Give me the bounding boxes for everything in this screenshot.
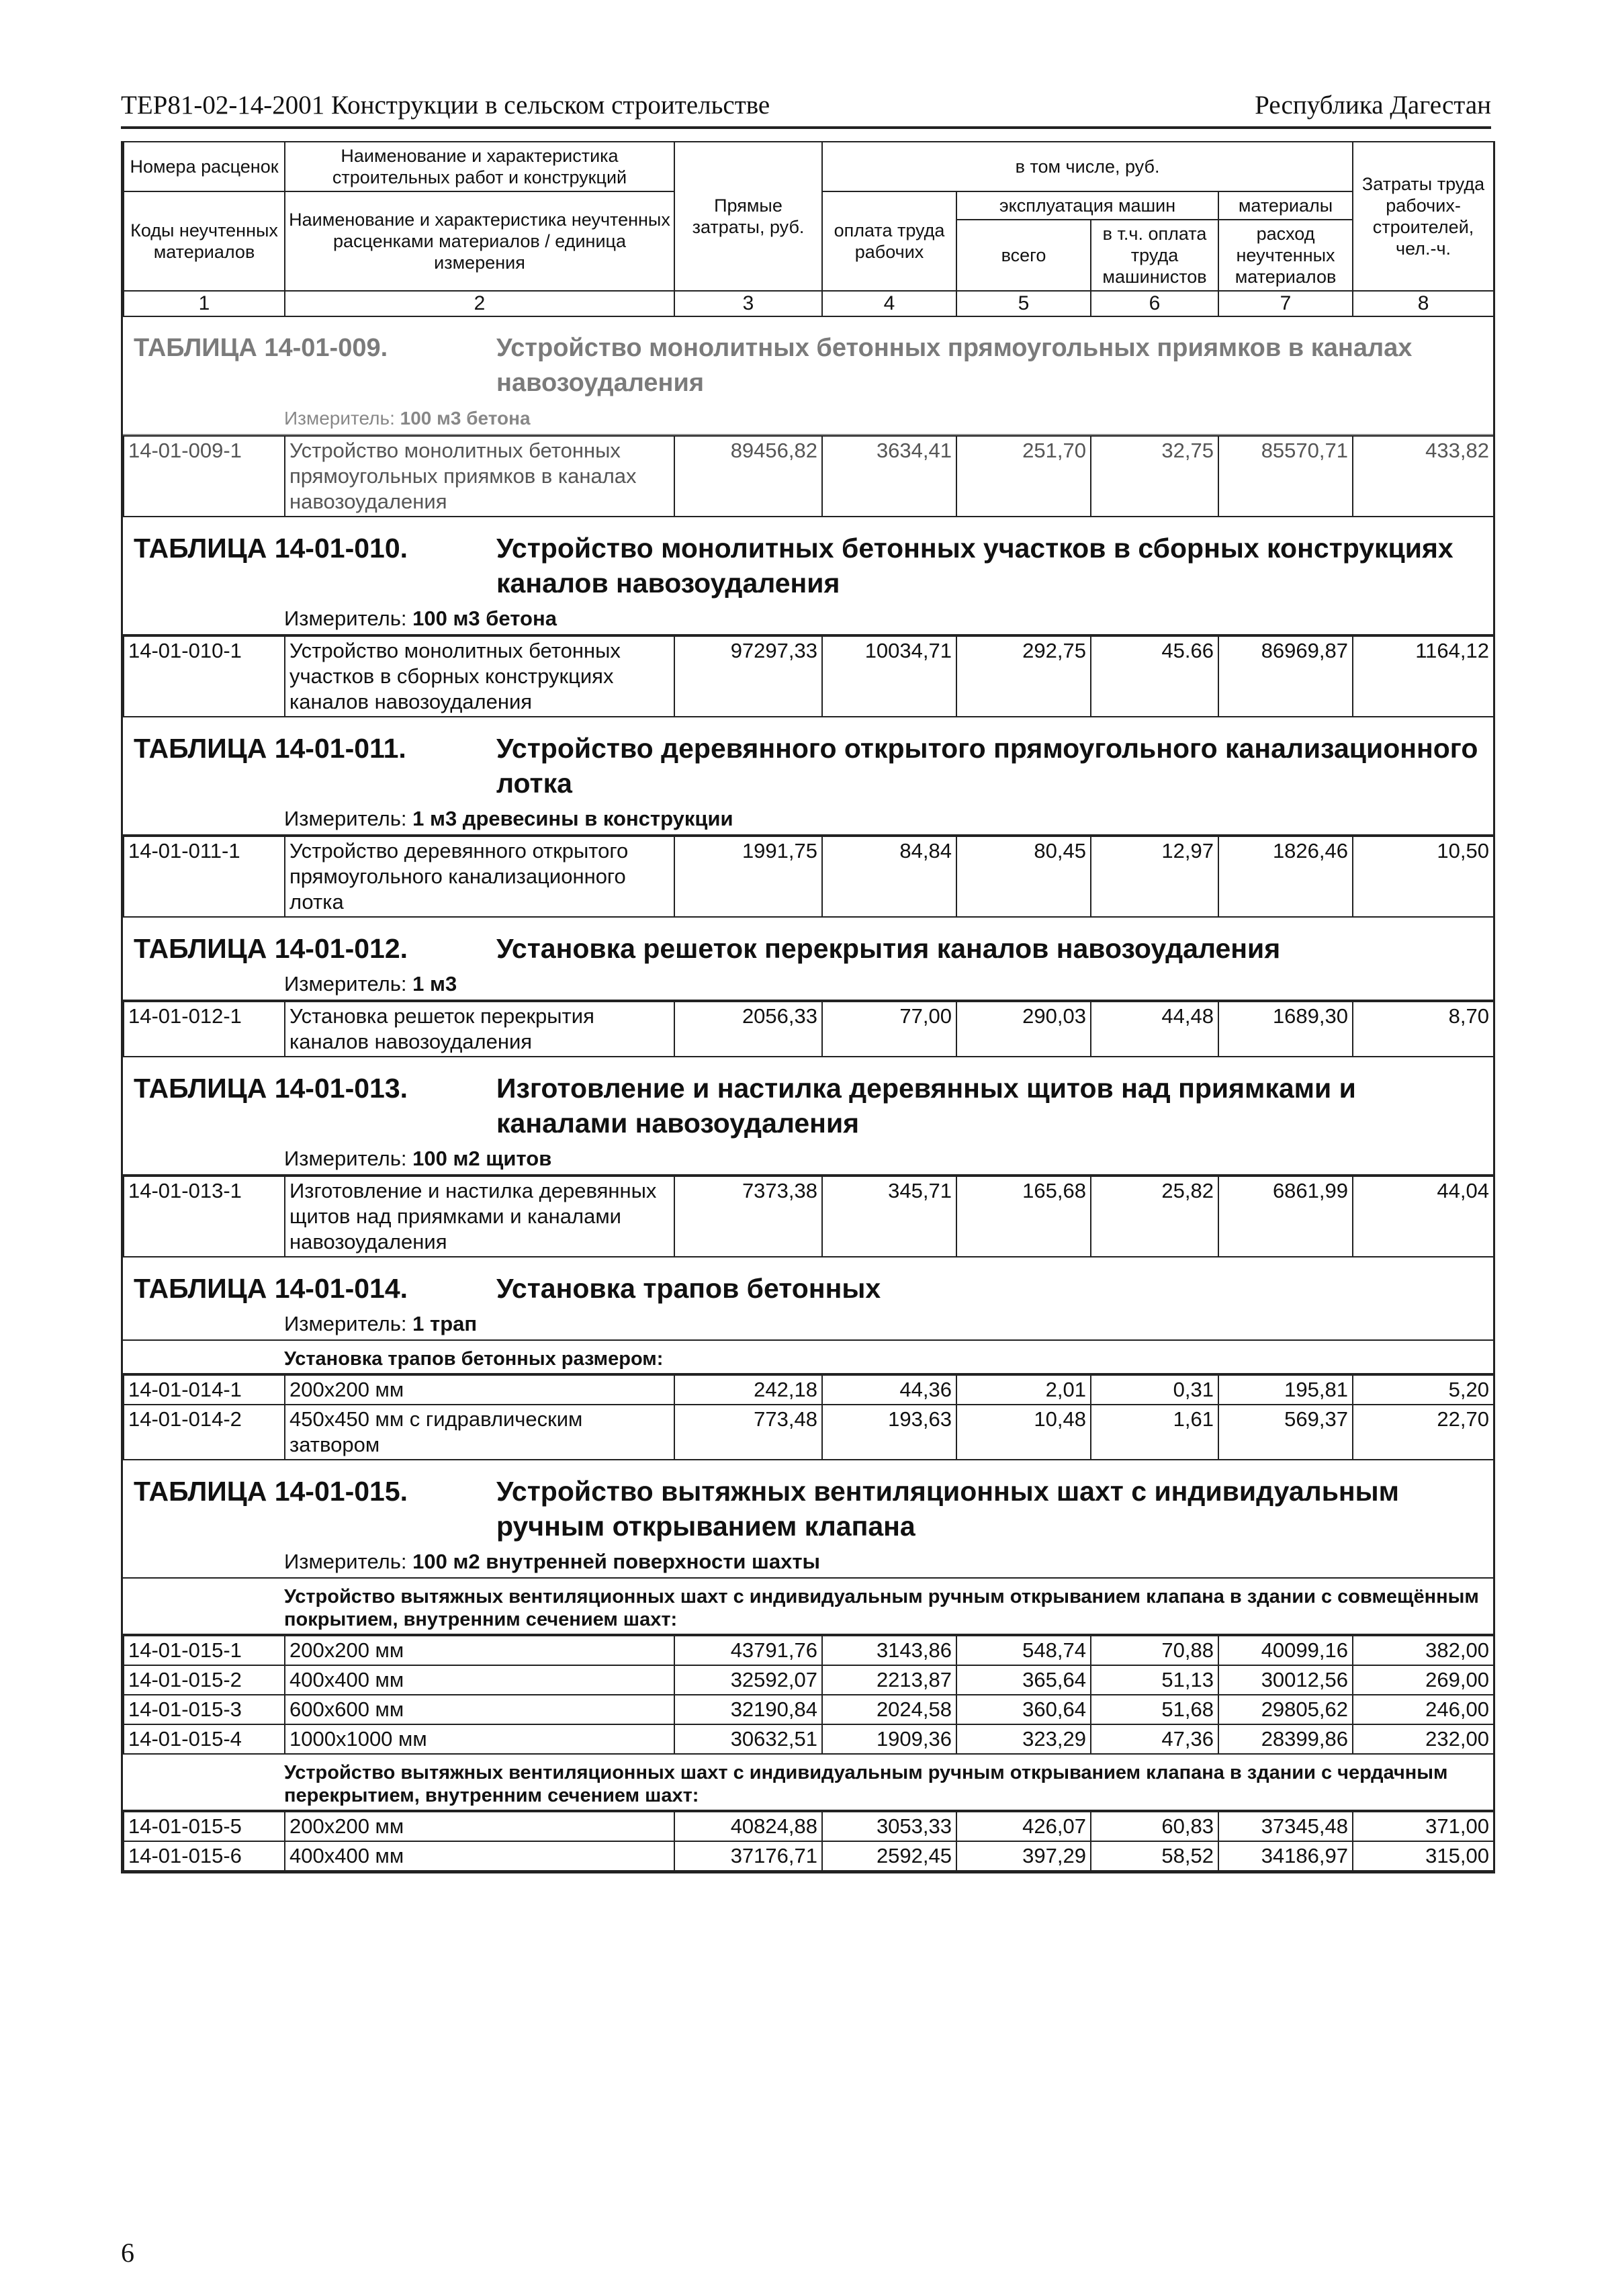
table-title: Устройство деревянного открытого прямоугольного канализационного лотка xyxy=(496,733,1478,799)
meter-value: 100 м2 внутренней поверхности шахты xyxy=(412,1550,821,1573)
machinist-pay: 32,75 xyxy=(1091,436,1218,517)
machine-costs: 10,48 xyxy=(956,1405,1091,1460)
labor-pay: 1909,36 xyxy=(822,1724,956,1754)
direct-costs: 7373,38 xyxy=(674,1176,822,1257)
labor-hours: 1164,12 xyxy=(1353,636,1494,717)
col-nomera-rascenok: Номера расценок xyxy=(124,142,285,191)
rate-row xyxy=(124,1695,1494,1724)
rate-rows xyxy=(123,836,1494,918)
rate-table-section xyxy=(123,717,1493,918)
rate-row xyxy=(124,1841,1494,1871)
region-name: Республика Дагестан xyxy=(1255,91,1491,120)
rate-name: Установка решеток перекрытия каналов навозоудаления xyxy=(285,1002,674,1057)
table-heading xyxy=(123,1057,1493,1143)
col-number: 4 xyxy=(822,291,956,316)
machine-costs: 80,45 xyxy=(956,836,1091,917)
rate-table-section xyxy=(123,517,1493,717)
materials-cost: 40099,16 xyxy=(1218,1636,1353,1665)
labor-hours: 315,00 xyxy=(1353,1841,1494,1871)
labor-pay: 3053,33 xyxy=(822,1812,956,1841)
col-oplata-truda: оплата труда рабочих xyxy=(822,191,956,291)
labor-pay: 2213,87 xyxy=(822,1665,956,1695)
rate-code: 14-01-015-6 xyxy=(124,1841,285,1871)
unit-of-measure xyxy=(123,1546,1493,1579)
rate-code: 14-01-014-2 xyxy=(124,1405,285,1460)
table-title: Устройство вытяжных вентиляционных шахт с индивидуальным ручным открыванием клапана xyxy=(496,1476,1400,1542)
machine-costs: 323,29 xyxy=(956,1724,1091,1754)
unit-of-measure xyxy=(123,1309,1493,1341)
unit-of-measure xyxy=(123,403,1493,435)
rate-tables xyxy=(123,317,1493,1871)
rate-code: 14-01-015-4 xyxy=(124,1724,285,1754)
group-subheading: Установка трапов бетонных размером: xyxy=(123,1341,1493,1374)
direct-costs: 2056,33 xyxy=(674,1002,822,1057)
materials-cost: 30012,56 xyxy=(1218,1665,1353,1695)
rate-table-section xyxy=(123,1257,1493,1460)
unit-of-measure xyxy=(123,803,1493,836)
rate-name: 400х400 мм xyxy=(285,1841,674,1871)
col-number: 6 xyxy=(1091,291,1218,316)
machine-costs: 251,70 xyxy=(956,436,1091,517)
col-number: 5 xyxy=(956,291,1091,316)
rate-name: 600х600 мм xyxy=(285,1695,674,1724)
labor-pay: 345,71 xyxy=(822,1176,956,1257)
rate-name: 200х200 мм xyxy=(285,1812,674,1841)
table-number: ТАБЛИЦА 14-01-011. xyxy=(134,733,406,764)
materials-cost: 37345,48 xyxy=(1218,1812,1353,1841)
rate-rows xyxy=(123,635,1494,717)
labor-hours: 5,20 xyxy=(1353,1375,1494,1405)
machine-costs: 360,64 xyxy=(956,1695,1091,1724)
meter-value: 1 трап xyxy=(412,1312,478,1335)
labor-hours: 22,70 xyxy=(1353,1405,1494,1460)
col-number: 7 xyxy=(1218,291,1353,316)
rate-row xyxy=(124,1002,1494,1057)
col-materialy: материалы xyxy=(1218,191,1353,220)
col-number: 1 xyxy=(124,291,285,316)
rate-code: 14-01-015-2 xyxy=(124,1665,285,1695)
machine-costs: 290,03 xyxy=(956,1002,1091,1057)
rate-table-section xyxy=(123,1057,1493,1257)
table-title: Изготовление и настилка деревянных щитов над приямками и каналами навозоудаления xyxy=(496,1073,1356,1139)
rate-name: Изготовление и настилка деревянных щитов над приямками и каналами навозоудаления xyxy=(285,1176,674,1257)
table-heading xyxy=(123,517,1493,603)
col-number: 2 xyxy=(285,291,674,316)
machine-costs: 365,64 xyxy=(956,1665,1091,1695)
table-heading xyxy=(123,1460,1493,1546)
col-ekspluatatsiya: эксплуатация машин xyxy=(956,191,1218,220)
group-subheading: Устройство вытяжных вентиляционных шахт с индивидуальным ручным открыванием клапана в здании с чердачным перекрытием, внутренним сечением шахт: xyxy=(123,1755,1493,1811)
col-naimenovanie: Наименование и характеристика строительных работ и конструкций xyxy=(285,142,674,191)
materials-cost: 86969,87 xyxy=(1218,636,1353,717)
rate-code: 14-01-011-1 xyxy=(124,836,285,917)
machinist-pay: 44,48 xyxy=(1091,1002,1218,1057)
table-number: ТАБЛИЦА 14-01-015. xyxy=(134,1476,408,1507)
direct-costs: 97297,33 xyxy=(674,636,822,717)
column-header-table xyxy=(123,141,1494,317)
rate-name: Устройство монолитных бетонных прямоугольных приямков в каналах навозоудаления xyxy=(285,436,674,517)
meter-label: Измеритель: xyxy=(284,807,407,830)
col-kody: Коды неучтенных материалов xyxy=(124,191,285,291)
meter-label: Измеритель: xyxy=(284,972,407,996)
machinist-pay: 70,88 xyxy=(1091,1636,1218,1665)
rate-name: Устройство монолитных бетонных участков в сборных конструкциях каналов навозоудаления xyxy=(285,636,674,717)
rates-document xyxy=(121,141,1495,1873)
table-heading xyxy=(123,918,1493,969)
table-heading xyxy=(123,717,1493,803)
rate-rows xyxy=(123,1811,1494,1871)
rate-code: 14-01-014-1 xyxy=(124,1375,285,1405)
meter-label: Измеритель: xyxy=(284,1312,407,1335)
rate-row xyxy=(124,436,1494,517)
direct-costs: 242,18 xyxy=(674,1375,822,1405)
rate-code: 14-01-012-1 xyxy=(124,1002,285,1057)
machine-costs: 426,07 xyxy=(956,1812,1091,1841)
meter-label: Измеритель: xyxy=(284,1550,407,1573)
col-number: 8 xyxy=(1353,291,1494,316)
labor-pay: 84,84 xyxy=(822,836,956,917)
rate-row xyxy=(124,836,1494,917)
rate-row xyxy=(124,1375,1494,1405)
machinist-pay: 25,82 xyxy=(1091,1176,1218,1257)
col-v-tom-chisle: в том числе, руб. xyxy=(822,142,1353,191)
rate-name: 1000х1000 мм xyxy=(285,1724,674,1754)
materials-cost: 34186,97 xyxy=(1218,1841,1353,1871)
meter-value: 100 м3 бетона xyxy=(412,607,557,630)
rate-row xyxy=(124,1176,1494,1257)
table-number: ТАБЛИЦА 14-01-014. xyxy=(134,1273,408,1304)
machine-costs: 548,74 xyxy=(956,1636,1091,1665)
table-title: Устройство монолитных бетонных участков в сборных конструкциях каналов навозоудаления xyxy=(496,533,1453,599)
meter-label: Измеритель: xyxy=(284,607,407,630)
rate-name: 400х400 мм xyxy=(285,1665,674,1695)
col-v-t-ch: в т.ч. оплата труда машинистов xyxy=(1091,220,1218,291)
labor-hours: 246,00 xyxy=(1353,1695,1494,1724)
labor-pay: 3143,86 xyxy=(822,1636,956,1665)
machine-costs: 2,01 xyxy=(956,1375,1091,1405)
direct-costs: 773,48 xyxy=(674,1405,822,1460)
table-title: Устройство монолитных бетонных прямоугольных приямков в каналах навозоудаления xyxy=(496,334,1413,397)
materials-cost: 6861,99 xyxy=(1218,1176,1353,1257)
col-vsego: всего xyxy=(956,220,1091,291)
rate-row xyxy=(124,636,1494,717)
table-title: Установка решеток перекрытия каналов навозоудаления xyxy=(496,933,1281,964)
meter-value: 1 м3 xyxy=(412,972,457,996)
col-number: 3 xyxy=(674,291,822,316)
labor-pay: 3634,41 xyxy=(822,436,956,517)
meter-value: 100 м3 бетона xyxy=(400,408,531,429)
table-title: Установка трапов бетонных xyxy=(496,1273,881,1304)
machinist-pay: 58,52 xyxy=(1091,1841,1218,1871)
machinist-pay: 0,31 xyxy=(1091,1375,1218,1405)
meter-value: 1 м3 древесины в конструкции xyxy=(412,807,733,830)
direct-costs: 30632,51 xyxy=(674,1724,822,1754)
labor-pay: 44,36 xyxy=(822,1375,956,1405)
rate-code: 14-01-013-1 xyxy=(124,1176,285,1257)
rate-code: 14-01-015-1 xyxy=(124,1636,285,1665)
machine-costs: 397,29 xyxy=(956,1841,1091,1871)
rate-name: 200х200 мм xyxy=(285,1375,674,1405)
table-number: ТАБЛИЦА 14-01-013. xyxy=(134,1073,408,1104)
direct-costs: 37176,71 xyxy=(674,1841,822,1871)
rate-code: 14-01-010-1 xyxy=(124,636,285,717)
rate-rows xyxy=(123,1374,1494,1460)
rate-row xyxy=(124,1665,1494,1695)
materials-cost: 29805,62 xyxy=(1218,1695,1353,1724)
rate-rows xyxy=(123,1001,1494,1057)
labor-hours: 8,70 xyxy=(1353,1002,1494,1057)
machinist-pay: 60,83 xyxy=(1091,1812,1218,1841)
meter-label: Измеритель: xyxy=(284,1147,407,1170)
labor-hours: 44,04 xyxy=(1353,1176,1494,1257)
col-pryamye-zatraty: Прямые затраты, руб. xyxy=(674,142,822,291)
col-raskhod: расход неучтенных материалов xyxy=(1218,220,1353,291)
direct-costs: 32592,07 xyxy=(674,1665,822,1695)
labor-pay: 77,00 xyxy=(822,1002,956,1057)
rate-rows xyxy=(123,1176,1494,1257)
machinist-pay: 51,68 xyxy=(1091,1695,1218,1724)
col-zatraty-truda: Затраты труда рабочих-строителей, чел.-ч. xyxy=(1353,142,1494,291)
labor-pay: 193,63 xyxy=(822,1405,956,1460)
rate-name: Устройство деревянного открытого прямоугольного канализационного лотка xyxy=(285,836,674,917)
rate-table-section xyxy=(123,1460,1493,1871)
labor-hours: 382,00 xyxy=(1353,1636,1494,1665)
rate-row xyxy=(124,1812,1494,1841)
unit-of-measure xyxy=(123,969,1493,1001)
unit-of-measure xyxy=(123,1143,1493,1176)
rate-code: 14-01-015-5 xyxy=(124,1812,285,1841)
labor-pay: 2024,58 xyxy=(822,1695,956,1724)
machinist-pay: 12,97 xyxy=(1091,836,1218,917)
table-heading xyxy=(123,317,1493,403)
direct-costs: 43791,76 xyxy=(674,1636,822,1665)
machinist-pay: 51,13 xyxy=(1091,1665,1218,1695)
machinist-pay: 45.66 xyxy=(1091,636,1218,717)
labor-hours: 232,00 xyxy=(1353,1724,1494,1754)
rate-row xyxy=(124,1636,1494,1665)
table-number: ТАБЛИЦА 14-01-010. xyxy=(134,533,408,564)
machinist-pay: 47,36 xyxy=(1091,1724,1218,1754)
labor-hours: 433,82 xyxy=(1353,436,1494,517)
labor-hours: 371,00 xyxy=(1353,1812,1494,1841)
machine-costs: 292,75 xyxy=(956,636,1091,717)
col-naimenovanie-materialov: Наименование и характеристика неучтенных расценками материалов / единица измерения xyxy=(285,191,674,291)
rate-row xyxy=(124,1724,1494,1754)
labor-hours: 269,00 xyxy=(1353,1665,1494,1695)
materials-cost: 569,37 xyxy=(1218,1405,1353,1460)
materials-cost: 1826,46 xyxy=(1218,836,1353,917)
machinist-pay: 1,61 xyxy=(1091,1405,1218,1460)
rate-code: 14-01-009-1 xyxy=(124,436,285,517)
running-header xyxy=(121,86,1491,129)
rate-rows xyxy=(123,1635,1494,1755)
direct-costs: 1991,75 xyxy=(674,836,822,917)
rate-code: 14-01-015-3 xyxy=(124,1695,285,1724)
materials-cost: 85570,71 xyxy=(1218,436,1353,517)
rate-table-section xyxy=(123,317,1493,517)
labor-pay: 10034,71 xyxy=(822,636,956,717)
table-heading xyxy=(123,1257,1493,1309)
direct-costs: 89456,82 xyxy=(674,436,822,517)
table-number: ТАБЛИЦА 14-01-009. xyxy=(134,334,388,362)
labor-pay: 2592,45 xyxy=(822,1841,956,1871)
materials-cost: 1689,30 xyxy=(1218,1002,1353,1057)
materials-cost: 195,81 xyxy=(1218,1375,1353,1405)
rate-row xyxy=(124,1405,1494,1460)
rate-rows xyxy=(123,435,1494,517)
document-code-title: ТЕР81-02-14-2001 Конструкции в сельском строительстве xyxy=(121,91,770,120)
group-subheading: Устройство вытяжных вентиляционных шахт с индивидуальным ручным открыванием клапана в здании с совмещённым покрытием, внутренним сечением шахт: xyxy=(123,1579,1493,1635)
rate-name: 200х200 мм xyxy=(285,1636,674,1665)
meter-value: 100 м2 щитов xyxy=(412,1147,552,1170)
table-number: ТАБЛИЦА 14-01-012. xyxy=(134,933,408,964)
direct-costs: 40824,88 xyxy=(674,1812,822,1841)
unit-of-measure xyxy=(123,603,1493,635)
page-number: 6 xyxy=(121,2238,134,2268)
direct-costs: 32190,84 xyxy=(674,1695,822,1724)
labor-hours: 10,50 xyxy=(1353,836,1494,917)
materials-cost: 28399,86 xyxy=(1218,1724,1353,1754)
rate-table-section xyxy=(123,918,1493,1057)
machine-costs: 165,68 xyxy=(956,1176,1091,1257)
meter-label: Измеритель: xyxy=(284,408,395,429)
rate-name: 450х450 мм с гидравлическим затвором xyxy=(285,1405,674,1460)
